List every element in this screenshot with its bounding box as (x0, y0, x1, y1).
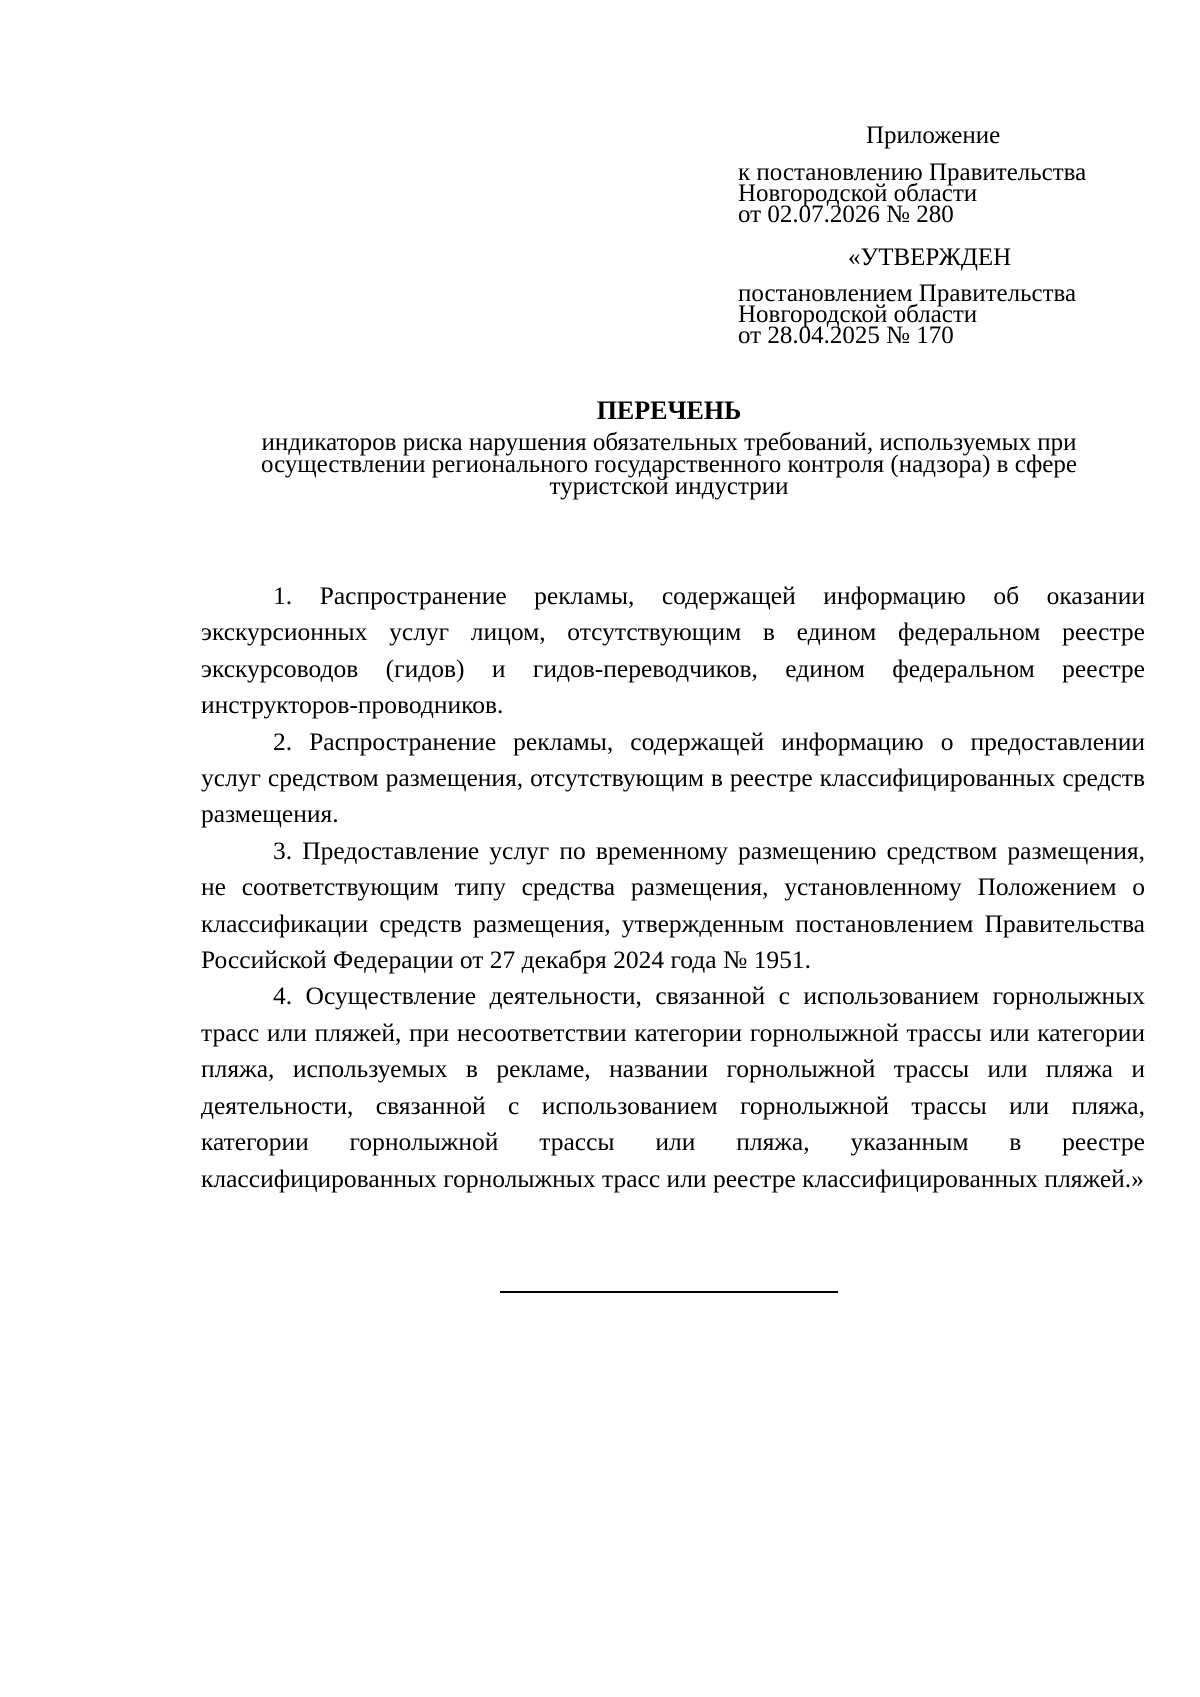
approved-ref-line: от 28.04.2025 № 170 (738, 322, 954, 349)
subtitle-line: индикаторов риска нарушения обязательных требований, используемых при (261, 429, 1077, 456)
appendix-ref-line: к постановлению Правительства (738, 159, 1087, 186)
appendix-ref-line: от 02.07.2026 № 280 (738, 201, 954, 228)
approved-ref-line: Новгородской области (738, 301, 978, 328)
list-item: 2. Распространение рекламы, содержащей информацию о предоставлении услуг средством размещения, отсутствующим в реестре классифицированных средств размещения. (201, 726, 1145, 829)
approved-label (848, 244, 1012, 271)
approved-ref-line: постановлением Правительства (738, 280, 1077, 307)
appendix-label-text: Приложение (866, 122, 1001, 149)
appendix-ref-line: Новгородской области (738, 180, 978, 207)
subtitle-line: осуществлении регионального государственного контроля (надзора) в сфере (260, 451, 1077, 478)
subtitle-line: туристской индустрии (549, 473, 789, 500)
list-item: 1. Распространение рекламы, содержащей информацию об оказании экскурсионных услуг лицом, отсутствующим в едином федеральном реестре экскурсоводов (гидов) и гидов-переводчиков, едином федеральном реестре инструкторов-проводников. (201, 581, 1145, 720)
document-title: ПЕРЕЧЕНЬ (596, 396, 742, 425)
document-subtitle (190, 429, 1148, 500)
list-item: 3. Предоставление услуг по временному размещению средством размещения, не соответствующим типу средства размещения, установленному Положением о классификации средств размещения, утвержденным постановлением Правительства Российской Федерации от 27 декабря 2024 года № 1951. (201, 835, 1145, 975)
end-divider (500, 1291, 838, 1293)
appendix-reference (738, 159, 1087, 228)
appendix-label (866, 122, 1001, 149)
approved-label-text: «УТВЕРЖДЕН (848, 244, 1012, 271)
indicator-list (201, 578, 1145, 1197)
list-item: 4. Осуществление деятельности, связанной с использованием горнолыжных трасс или пляжей, при несоответствии категории горнолыжной трассы или категории пляжа, используемых в рекламе, названии горнолыжной трассы или пляжа и деятельности, связанной с использованием горнолыжной трассы или пляжа, категории горнолыжной трассы или пляжа, указанным в реестре классифицированных горнолыжных трасс или реестре классифицированных пляжей.» (201, 981, 1145, 1193)
approved-reference (738, 280, 1077, 349)
